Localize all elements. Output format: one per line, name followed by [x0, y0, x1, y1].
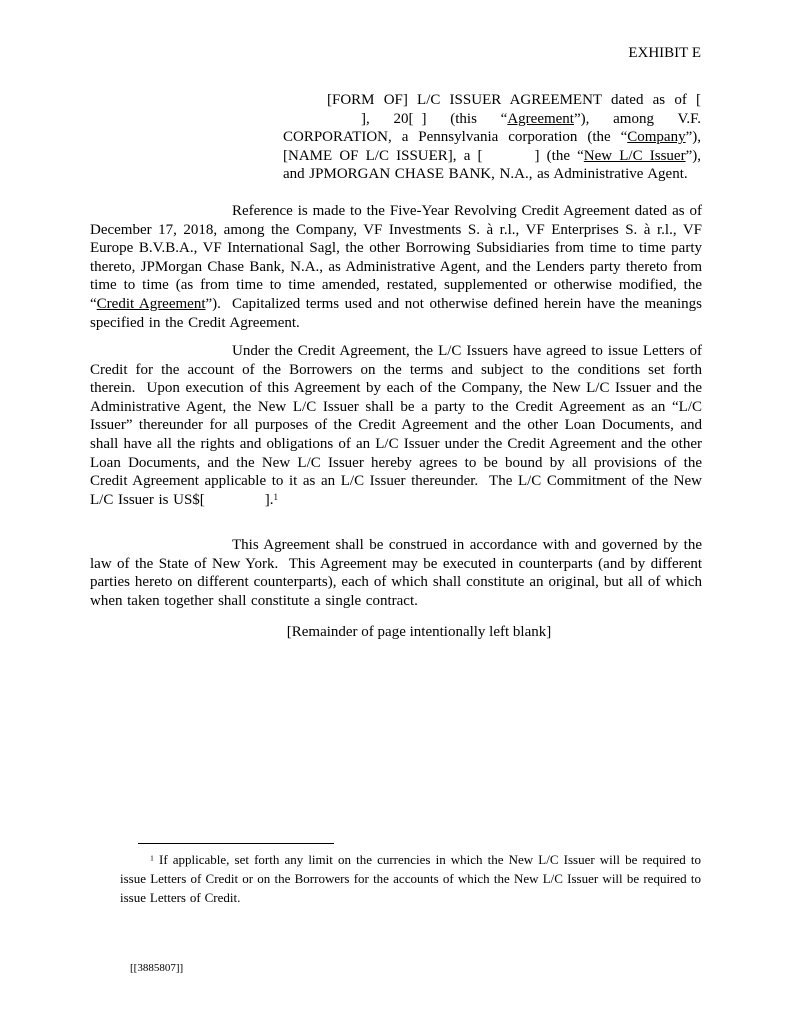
document-id-footer: [[3885807]] [130, 962, 184, 974]
heading-paragraph: [FORM OF] L/C ISSUER AGREEMENT dated as of [], 20[ ] (this “Agreement”), among V.F. CORPORATION, a Pennsylvania corporation (the “Company”), [NAME OF L/C ISSUER], a [ ] (the “New L/C Issuer”), and JPMORGAN CHASE BANK, N.A., as Administrative Agent. [283, 92, 701, 183]
footnote-block [120, 843, 701, 907]
remainder-notice: [Remainder of page intentionally left blank] [286, 624, 552, 640]
footnote-text: $^1$ If applicable, set forth any limit on the currencies in which the New L/C Issuer will be required to issue Letters of Credit or on the Borrowers for the accounts of which the New L/C Issuer will be required to issue Letters of Credit. [120, 852, 701, 905]
footnote-divider [138, 843, 334, 844]
exhibit-label: EXHIBIT E [628, 45, 701, 61]
paragraph-governing-law: This Agreement shall be construed in accordance with and governed by the law of the State of New York. This Agreement may be executed in counterparts (and by different parties hereto on different counterparts), each of which shall constitute an original, but all of which when taken together shall constitute a single contract. [90, 537, 702, 609]
paragraph-reference: Reference is made to the Five-Year Revolving Credit Agreement dated as of December 17, 2018, among the Company, VF Investments S. à r.l., VF Enterprises S. à r.l., VF Europe B.V.B.A., VF International Sagl, the other Borrowing Subsidiaries from time to time party thereto, JPMorgan Chase Bank, N.A., as Administrative Agent, and the Lenders party thereto from time to time (as from time to time amended, restated, supplemented or otherwise modified, the “Credit Agreement”). Capitalized terms used and not otherwise defined herein have the meanings specified in the Credit Agreement. [90, 203, 702, 331]
paragraph-under-credit-agreement: Under the Credit Agreement, the L/C Issuers have agreed to issue Letters of Credit for the account of the Borrowers on the terms and subject to the conditions set forth therein. Upon execution of this Agreement by each of the Company, the New L/C Issuer and the Administrative Agent, the New L/C Issuer shall be a party to the Credit Agreement as an “L/C Issuer” thereunder for all purposes of the Credit Agreement and the other Loan Documents, and shall have all the rights and obligations of an L/C Issuer under the Credit Agreement and the other Loan Documents, and the New L/C Issuer hereby agrees to be bound by all provisions of the Credit Agreement applicable to it as an L/C Issuer thereunder. The L/C Commitment of the New L/C Issuer is US$[ ].$^1$ [90, 343, 702, 508]
